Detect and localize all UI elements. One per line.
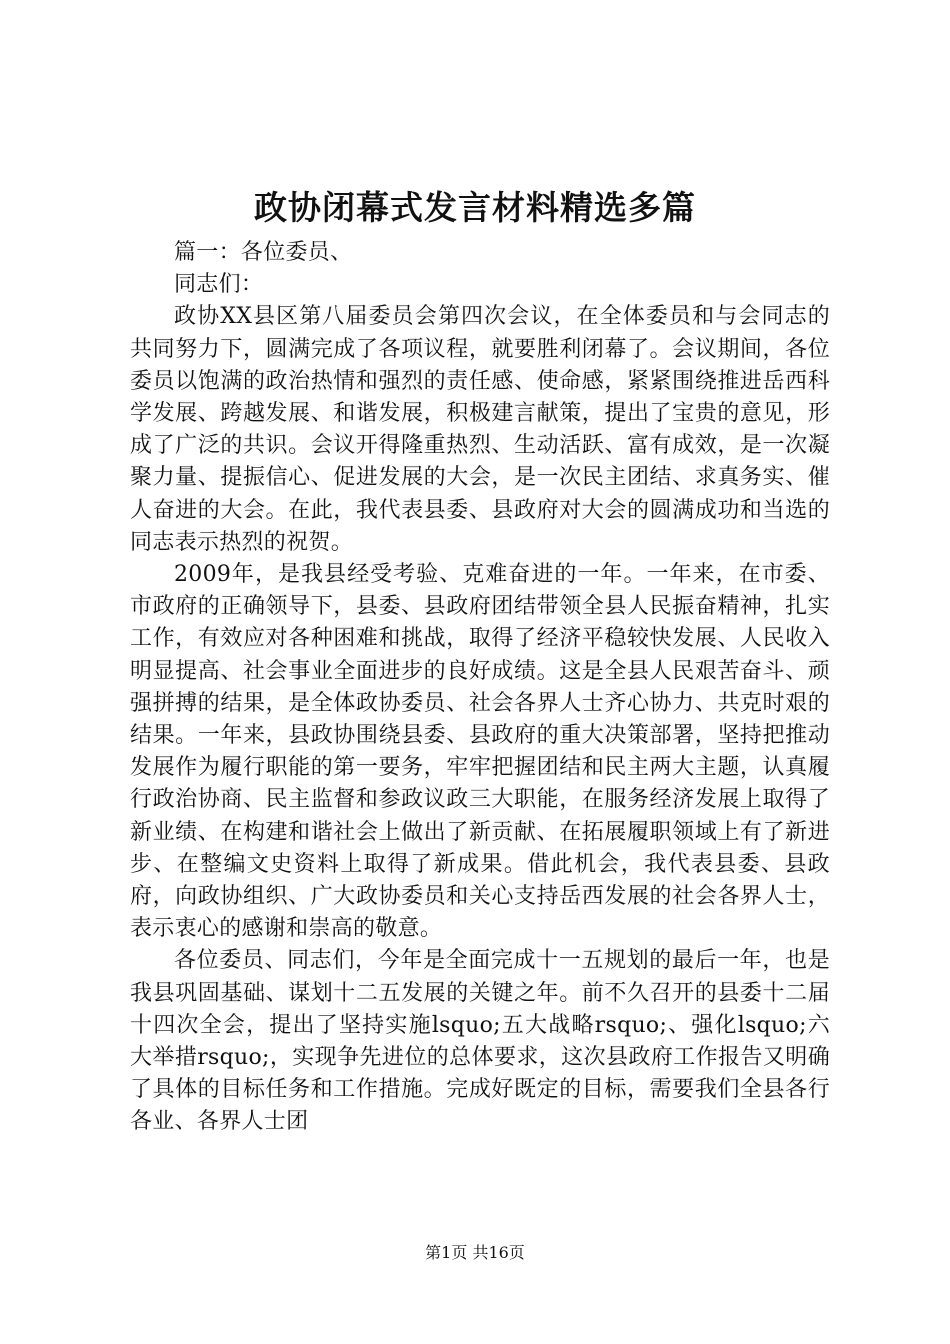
page-footer: 第1页 共16页 <box>425 1243 525 1262</box>
body-paragraph: 2009年，是我县经受考验、克难奋进的一年。一年来，在市委、市政府的正确领导下，县委、县政府团结带领全县人民振奋精神，扎实工作，有效应对各种困难和挑战，取得了经济平稳较快发展、人民收入明显提高、社会事业全面进步的良好成绩。这是全县人民艰苦奋斗、顽强拼搏的结果，是全体政协委员、社会各界人士齐心协力、共克时艰的结果。一年来，县政协围绕县委、县政府的重大决策部署，坚持把推动发展作为履行职能的第一要务，牢牢把握团结和民主两大主题，认真履行政治协商、民主监督和参政议政三大职能，在服务经济发展上取得了新业绩、在构建和谐社会上做出了新贡献、在拓展履职领域上有了新进步、在整编文史资料上取得了新成果。借此机会，我代表县委、县政府，向政协组织、广大政协委员和关心支持岳西发展的社会各界人士，表示衷心的感谢和崇高的敬意。 <box>130 562 830 942</box>
salutation-line-1: 篇一：各位委员、 <box>174 240 353 265</box>
document-body <box>130 237 830 1139</box>
document-title: 政协闭幕式发言材料精选多篇 <box>254 188 696 227</box>
salutation-line-2: 同志们： <box>174 272 264 298</box>
body-paragraph: 政协XX县区第八届委员会第四次会议，在全体委员和与会同志的共同努力下，圆满完成了各项议程，就要胜利闭幕了。会议期间，各位委员以饱满的政治热情和强烈的责任感、使命感，紧紧围绕推进岳西科学发展、跨越发展、和谐发展，积极建言献策，提出了宝贵的意见，形成了广泛的共识。会议开得隆重热烈、生动活跃、富有成效，是一次凝聚力量、提振信心、促进发展的大会，是一次民主团结、求真务实、催人奋进的大会。在此，我代表县委、县政府对大会的圆满成功和当选的同志表示热烈的祝贺。 <box>130 304 830 555</box>
body-paragraph: 各位委员、同志们，今年是全面完成十一五规划的最后一年，也是我县巩固基础、谋划十二五发展的关键之年。前不久召开的县委十二届十四次全会，提出了坚持实施lsquo;五大战略rsquo;、强化lsquo;六大举措rsquo;，实现争先进位的总体要求，这次县政府工作报告又明确了具体的目标任务和工作措施。完成好既定的目标，需要我们全县各行各业、各界人士团 <box>130 948 830 1135</box>
